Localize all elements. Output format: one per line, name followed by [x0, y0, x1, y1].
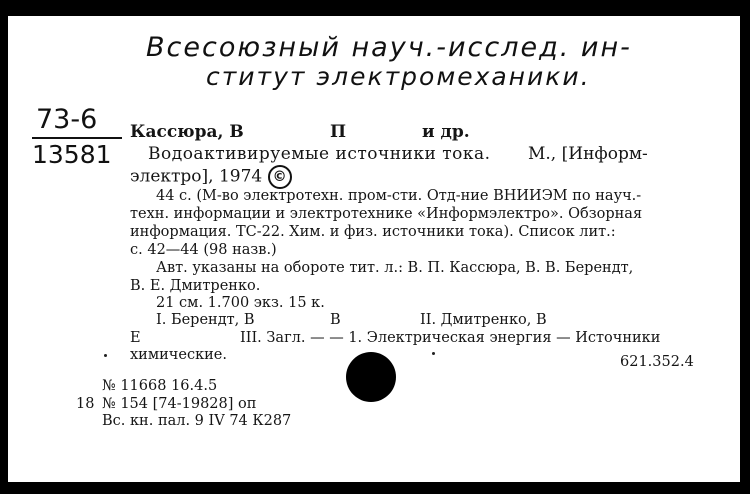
- tracing-line2-b: III. Загл. — — 1. Электрическая энергия — Источники: [240, 330, 661, 346]
- handwritten-organization-line1: Всесоюзный науч.-исслед. ин-: [146, 32, 632, 63]
- handwritten-organization-line2: ститут электромеханики.: [206, 62, 591, 91]
- copyright-icon: ©: [268, 165, 292, 189]
- author-surname: Кассюра, В: [130, 122, 244, 142]
- author-patronymic: П: [330, 122, 347, 142]
- description-line3: информация. ТС-22. Хим. и физ. источники тока). Список лит.:: [130, 224, 616, 240]
- note-line1: Авт. указаны на обороте тит. л.: В. П. Кассюра, В. В. Берендт,: [156, 260, 634, 276]
- call-number-bottom: 13581: [32, 140, 112, 169]
- tracing-line2-a: Е: [130, 330, 141, 346]
- catalog-card: [8, 16, 740, 482]
- speck-mark: [104, 354, 107, 357]
- registry-line3: Вс. кн. пал. 9 IV 74 К287: [102, 413, 292, 429]
- publisher-year: электро], 1974: [130, 166, 263, 187]
- title-publisher: [130, 165, 292, 189]
- speck-mark: [432, 352, 435, 355]
- punch-hole: [346, 352, 396, 402]
- tracing-line1-a: I. Берендт, В: [156, 312, 255, 328]
- title-main: Водоактивируемые источники тока.: [148, 144, 491, 164]
- call-number-divider: [32, 137, 122, 139]
- registry-line2: № 154 [74-19828] оп: [102, 396, 257, 412]
- description-line4: с. 42—44 (98 назв.): [130, 242, 277, 258]
- tracing-line1-c: II. Дмитренко, В: [420, 312, 547, 328]
- description-line2: техн. информации и электротехнике «Информэлектро». Обзорная: [130, 206, 643, 222]
- classification-number: 621.352.4: [620, 354, 694, 370]
- registry-line1: № 11668 16.4.5: [102, 378, 218, 394]
- et-al: и др.: [422, 122, 470, 142]
- description-line1: 44 с. (М-во электротехн. пром-сти. Отд-ние ВНИИЭМ по науч.-: [156, 188, 642, 204]
- tracing-line1-b: В: [330, 312, 341, 328]
- call-number-top: 73-6: [36, 104, 98, 135]
- note-line2: В. Е. Дмитренко.: [130, 278, 261, 294]
- title-place: М., [Информ-: [528, 144, 648, 164]
- physical-description: 21 см. 1.700 экз. 15 к.: [156, 295, 325, 311]
- registry-prefix: 18: [76, 396, 95, 412]
- tracing-line3: химические.: [130, 347, 227, 363]
